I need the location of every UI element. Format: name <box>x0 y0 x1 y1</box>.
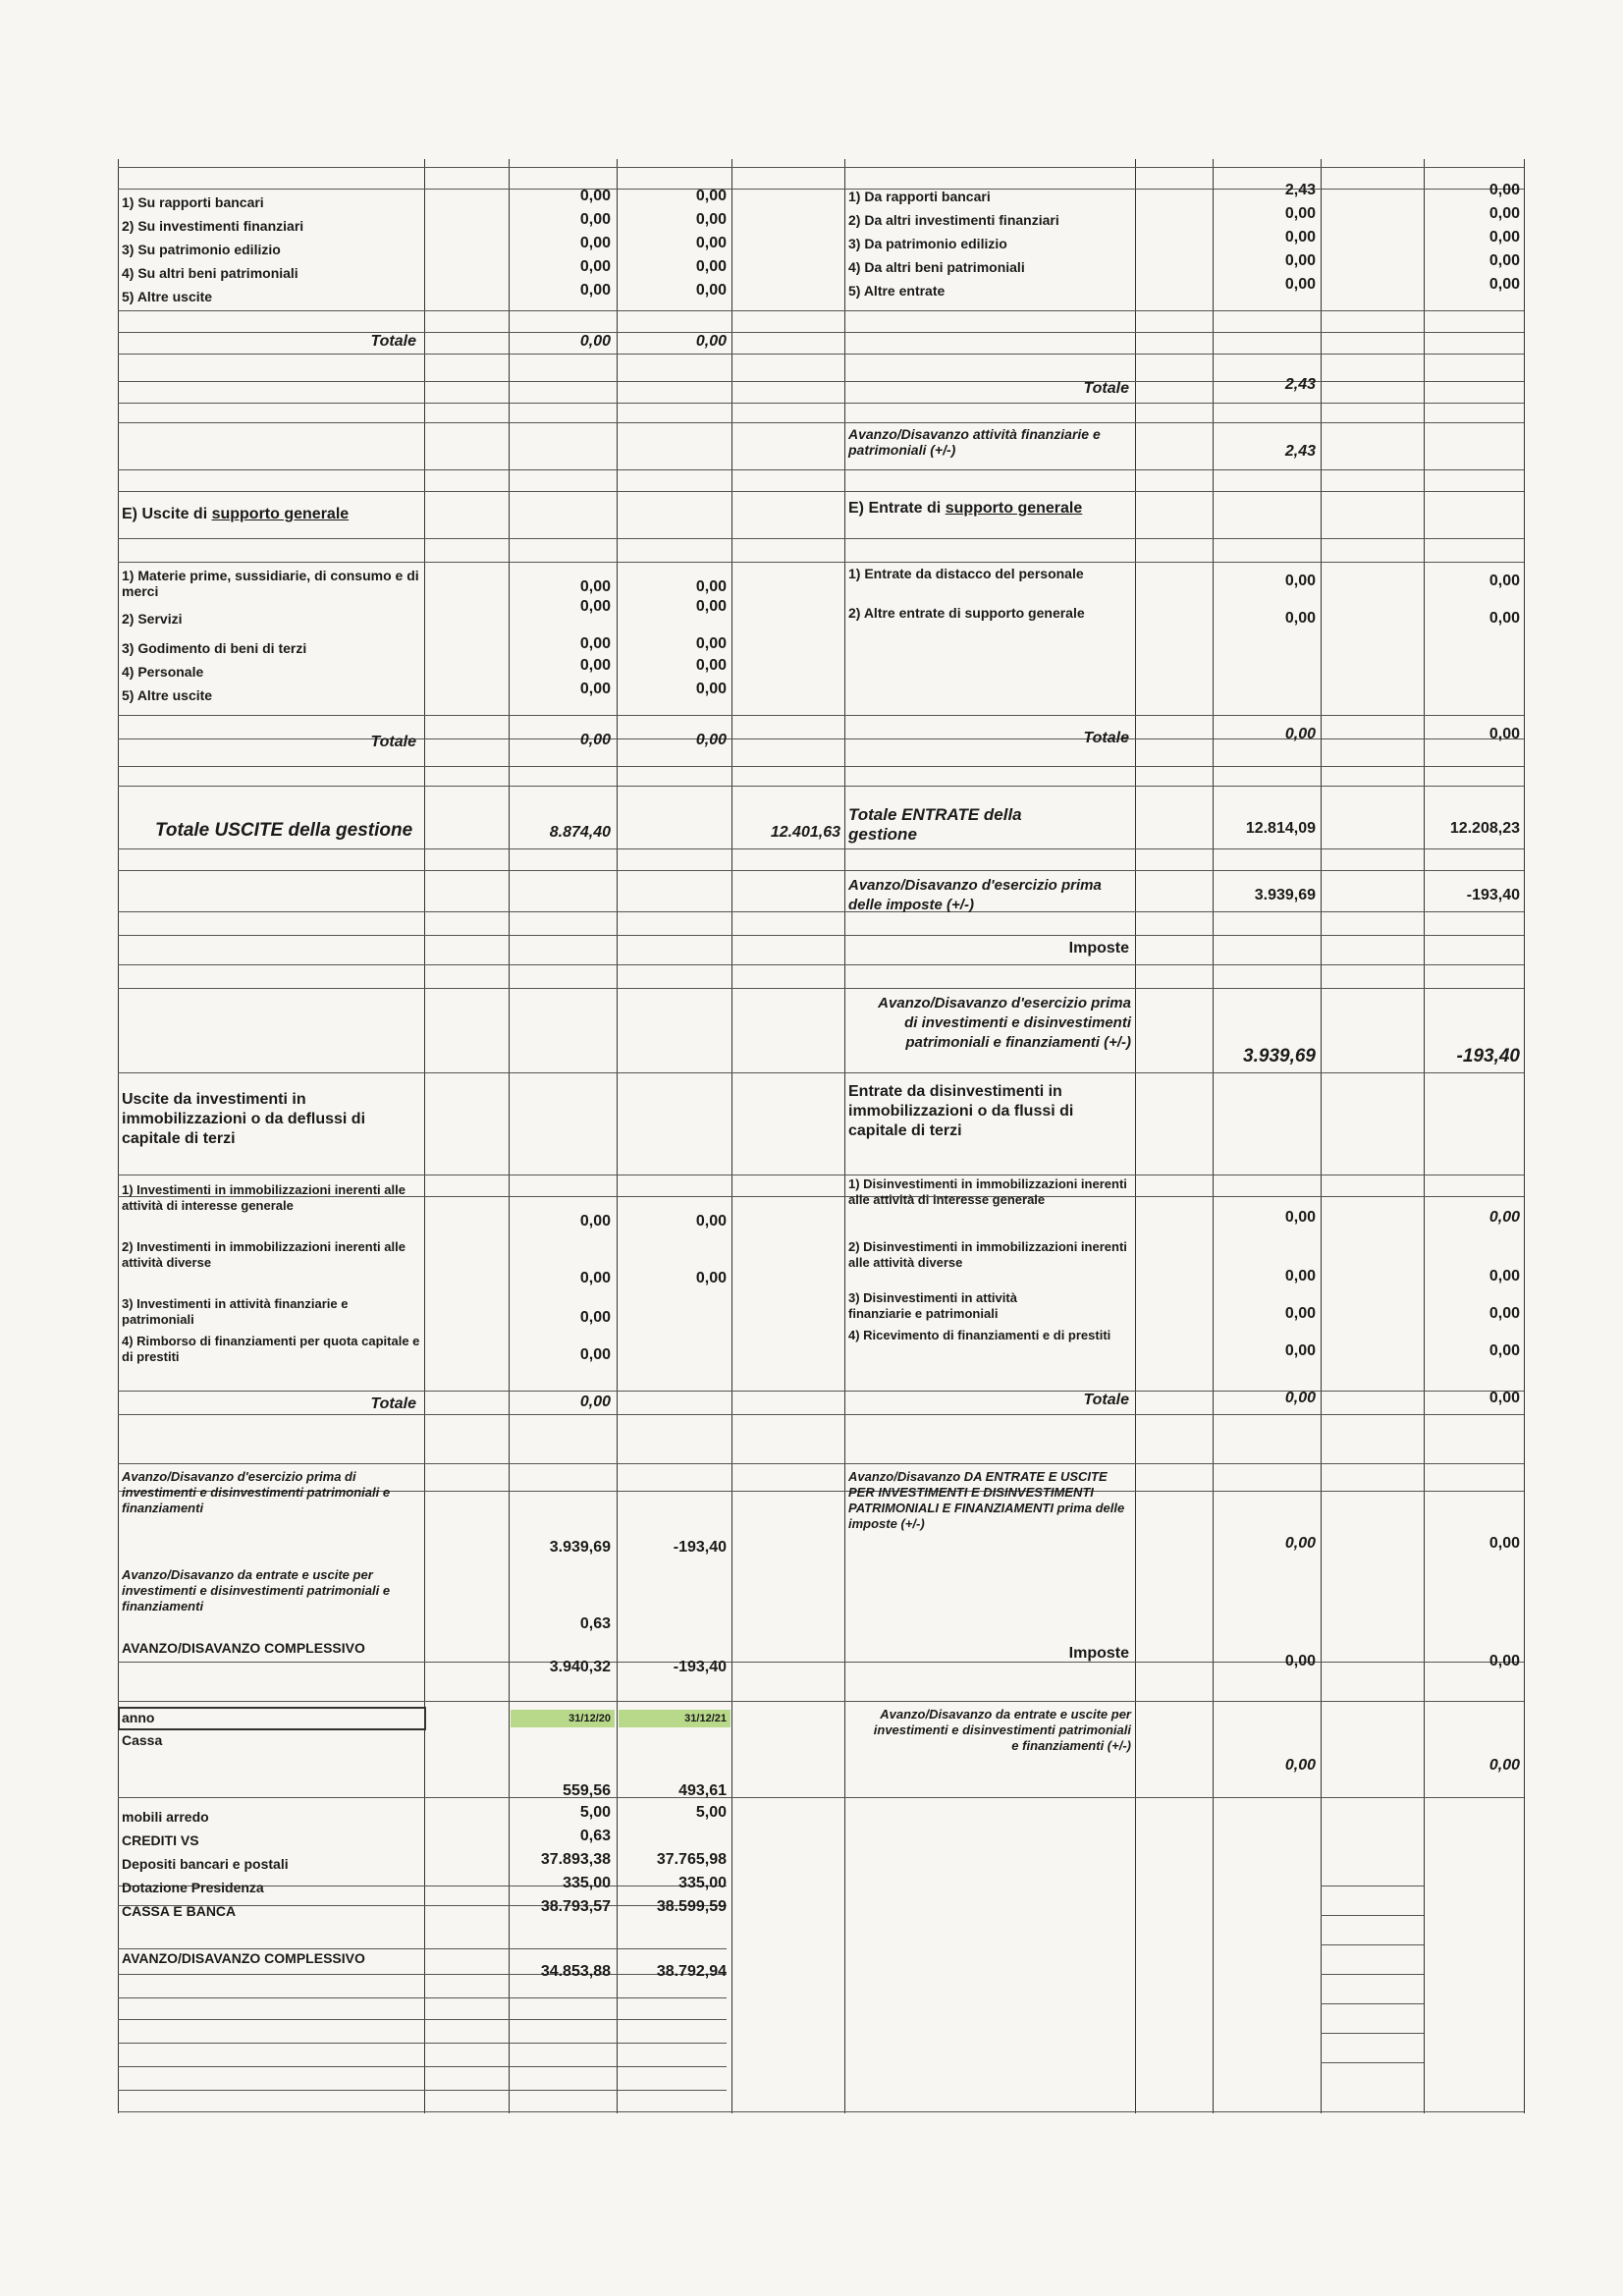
totale-uscite-a: 8.874,40 <box>549 824 611 841</box>
mobili-a: 5,00 <box>579 1804 611 1821</box>
bottom-avanzo2-a: 0,63 <box>579 1615 611 1632</box>
grid-line <box>1321 159 1322 2113</box>
grid-line <box>118 1797 1524 1798</box>
right-fin-value: 0,00 <box>1488 252 1520 269</box>
left-fin-label: 3) Su patrimonio edilizio <box>122 242 281 257</box>
crediti-label: CREDITI VS <box>122 1832 199 1848</box>
left-fin-value: 0,00 <box>579 235 611 251</box>
left-fin-label: 2) Su investimenti finanziari <box>122 218 304 234</box>
bottom-right-imposte-b: 0,00 <box>1488 1653 1520 1669</box>
grid-line <box>118 2066 727 2067</box>
grid-line <box>118 403 1524 404</box>
right-inv-value: 0,00 <box>1284 1305 1316 1322</box>
grid-line <box>118 786 1524 787</box>
left-e-label: 4) Personale <box>122 664 204 680</box>
right-fin-label: 1) Da rapporti bancari <box>848 189 991 204</box>
grid-line <box>1321 2062 1424 2063</box>
right-e-total-b: 0,00 <box>1488 726 1520 742</box>
left-e-label: 2) Servizi <box>122 611 183 627</box>
left-inv-value: 0,00 <box>695 1270 727 1286</box>
grid-line <box>118 491 1524 492</box>
left-e-value: 0,00 <box>579 598 611 615</box>
bottom-avanzo1-a: 3.939,69 <box>549 1539 611 1556</box>
right-fin-value: 0,00 <box>1488 205 1520 222</box>
right-inv-label: 1) Disinvestimenti in immobilizzazioni inerenti alle attività di interesse generale <box>848 1176 1127 1207</box>
left-e-total-a: 0,00 <box>579 732 611 748</box>
grid-line <box>118 1948 727 1949</box>
avanzo-invest-label: Avanzo/Disavanzo d'esercizio prima di investimenti e disinvestimenti patrimoniali e finanziamenti (+/-) <box>878 995 1131 1051</box>
right-fin-value: 0,00 <box>1488 182 1520 198</box>
left-inv-total-a: 0,00 <box>579 1394 611 1410</box>
grid-line <box>118 715 1524 716</box>
right-e-value: 0,00 <box>1488 610 1520 627</box>
cassabanca-b: 38.599,59 <box>656 1898 727 1915</box>
right-e-value: 0,00 <box>1488 573 1520 589</box>
right-inv-total-a: 0,00 <box>1284 1390 1316 1406</box>
grid-line <box>118 964 1524 965</box>
right-fin-avanzo-a: 2,43 <box>1284 443 1316 460</box>
grid-line <box>118 167 1524 168</box>
right-e-total-label: Totale <box>1083 730 1129 746</box>
cassa-a: 559,56 <box>563 1782 611 1799</box>
complessivo2-a: 34.853,88 <box>540 1963 611 1980</box>
grid-line <box>1321 1974 1424 1975</box>
grid-line <box>1213 159 1214 2113</box>
right-inv-value: 0,00 <box>1488 1342 1520 1359</box>
right-e-title: E) Entrate di supporto generale <box>848 500 1083 517</box>
cassa-b: 493,61 <box>678 1782 727 1799</box>
left-e-value: 0,00 <box>695 578 727 595</box>
bottom-complessivo-b: -193,40 <box>673 1659 727 1675</box>
mobili-label: mobili arredo <box>122 1809 209 1825</box>
right-e-value: 0,00 <box>1284 610 1316 627</box>
left-fin-total-label: Totale <box>370 333 416 350</box>
left-e-value: 0,00 <box>695 657 727 674</box>
left-inv-label: 3) Investimenti in attività finanziarie e patrimoniali <box>122 1296 349 1327</box>
grid-line <box>1524 159 1525 2113</box>
right-fin-total-a: 2,43 <box>1284 376 1316 393</box>
grid-line <box>118 911 1524 912</box>
totale-entrate-a: 12.814,09 <box>1245 820 1316 837</box>
right-fin-value: 0,00 <box>1284 276 1316 293</box>
left-e-value: 0,00 <box>579 657 611 674</box>
left-inv-value: 0,00 <box>579 1346 611 1363</box>
grid-line <box>118 354 1524 355</box>
dotazione-a: 335,00 <box>563 1875 611 1891</box>
left-inv-label: 2) Investimenti in immobilizzazioni inerenti alle attività diverse <box>122 1239 406 1270</box>
left-e-value: 0,00 <box>695 635 727 652</box>
bottom-right-avanzo2-label: Avanzo/Disavanzo da entrate e uscite per investimenti e disinvestimenti patrimoniali e finanziamenti (+/-) <box>873 1707 1131 1753</box>
grid-line <box>118 159 119 2113</box>
grid-line <box>1321 2003 1424 2004</box>
left-fin-total-a: 0,00 <box>579 333 611 350</box>
left-fin-total-b: 0,00 <box>695 333 727 350</box>
anno-label: anno <box>122 1710 155 1725</box>
grid-line <box>424 159 425 2113</box>
grid-line <box>118 870 1524 871</box>
avanzo-imposte-a: 3.939,69 <box>1254 887 1316 903</box>
cassabanca-label: CASSA E BANCA <box>122 1903 237 1919</box>
bottom-avanzo1-label: Avanzo/Disavanzo d'esercizio prima di investimenti e disinvestimenti patrimoniali e finanziamenti <box>122 1469 391 1515</box>
bottom-avanzo2-label: Avanzo/Disavanzo da entrate e uscite per investimenti e disinvestimenti patrimoniali e finanziamenti <box>122 1567 391 1613</box>
left-fin-value: 0,00 <box>579 188 611 204</box>
avanzo-invest-b: -193,40 <box>1456 1046 1520 1066</box>
left-fin-value: 0,00 <box>695 235 727 251</box>
left-fin-value: 0,00 <box>695 188 727 204</box>
totale-entrate-b: 12.208,23 <box>1449 820 1520 837</box>
left-e-value: 0,00 <box>579 681 611 697</box>
left-e-total-label: Totale <box>370 734 416 750</box>
left-fin-value: 0,00 <box>579 211 611 228</box>
bottom-avanzo1-b: -193,40 <box>673 1539 727 1556</box>
mobili-b: 5,00 <box>695 1804 727 1821</box>
grid-line <box>118 1997 727 1998</box>
depositi-a: 37.893,38 <box>540 1851 611 1868</box>
right-inv-value: 0,00 <box>1284 1209 1316 1226</box>
grid-line <box>118 935 1524 936</box>
right-e-label: 2) Altre entrate di supporto generale <box>848 605 1085 621</box>
grid-line <box>118 2111 1524 2112</box>
left-e-value: 0,00 <box>695 681 727 697</box>
depositi-b: 37.765,98 <box>656 1851 727 1868</box>
right-inv-label: 3) Disinvestimenti in attività finanziarie e patrimoniali <box>848 1290 1017 1321</box>
grid-line <box>1135 159 1136 2113</box>
right-fin-value: 0,00 <box>1284 229 1316 246</box>
right-fin-value: 2,43 <box>1284 182 1316 198</box>
grid-line <box>118 1414 1524 1415</box>
right-fin-total-label: Totale <box>1083 380 1129 397</box>
left-fin-label: 5) Altre uscite <box>122 289 213 304</box>
grid-line <box>118 1701 1524 1702</box>
grid-line <box>1424 159 1425 2113</box>
left-inv-value: 0,00 <box>579 1309 611 1326</box>
grid-line <box>118 538 1524 539</box>
imposte-label: Imposte <box>1068 940 1129 957</box>
cassabanca-a: 38.793,57 <box>540 1898 611 1915</box>
left-e-value: 0,00 <box>579 635 611 652</box>
left-e-value: 0,00 <box>579 578 611 595</box>
right-fin-value: 0,00 <box>1488 229 1520 246</box>
bottom-right-avanzo-a: 0,00 <box>1284 1535 1316 1552</box>
left-fin-value: 0,00 <box>579 258 611 275</box>
left-fin-value: 0,00 <box>579 282 611 299</box>
avanzo-imposte-label: Avanzo/Disavanzo d'esercizio prima delle imposte (+/-) <box>848 877 1102 913</box>
anno-b: 31/12/21 <box>684 1713 727 1724</box>
totale-uscite-b: 12.401,63 <box>770 824 840 841</box>
left-inv-value: 0,00 <box>695 1213 727 1230</box>
bottom-right-avanzo-b: 0,00 <box>1488 1535 1520 1552</box>
right-inv-label: 2) Disinvestimenti in immobilizzazioni inerenti alle attività diverse <box>848 1239 1127 1270</box>
right-e-label: 1) Entrate da distacco del personale <box>848 566 1084 581</box>
left-fin-value: 0,00 <box>695 211 727 228</box>
anno-a: 31/12/20 <box>568 1713 611 1724</box>
avanzo-invest-a: 3.939,69 <box>1243 1046 1316 1066</box>
grid-line <box>731 159 732 2113</box>
right-e-value: 0,00 <box>1284 573 1316 589</box>
bottom-right-avanzo2-a: 0,00 <box>1284 1757 1316 1774</box>
left-inv-value: 0,00 <box>579 1270 611 1286</box>
grid-line <box>118 988 1524 989</box>
left-inv-total-label: Totale <box>370 1395 416 1412</box>
grid-line <box>1321 1944 1424 1945</box>
left-inv-title: Uscite da investimenti in immobilizzazioni o da deflussi di capitale di terzi <box>122 1091 366 1147</box>
crediti-a: 0,63 <box>579 1828 611 1844</box>
right-inv-value: 0,00 <box>1284 1342 1316 1359</box>
left-inv-label: 4) Rimborso di finanziamenti per quota capitale e di prestiti <box>122 1334 420 1364</box>
right-fin-label: 4) Da altri beni patrimoniali <box>848 259 1025 275</box>
bottom-right-imposte-label: Imposte <box>1068 1645 1129 1662</box>
grid-line <box>118 332 1524 333</box>
left-e-title: E) Uscite di supporto generale <box>122 506 350 522</box>
right-inv-total-b: 0,00 <box>1488 1390 1520 1406</box>
dotazione-b: 335,00 <box>678 1875 727 1891</box>
right-fin-label: 5) Altre entrate <box>848 283 946 299</box>
left-e-label: 5) Altre uscite <box>122 687 213 703</box>
bottom-complessivo-a: 3.940,32 <box>549 1659 611 1675</box>
right-inv-title: Entrate da disinvestimenti in immobilizzazioni o da flussi di capitale di terzi <box>848 1083 1074 1139</box>
right-fin-value: 0,00 <box>1488 276 1520 293</box>
left-fin-label: 4) Su altri beni patrimoniali <box>122 265 298 281</box>
bottom-right-avanzo2-b: 0,00 <box>1488 1757 1520 1774</box>
right-inv-value: 0,00 <box>1488 1209 1520 1226</box>
depositi-label: Depositi bancari e postali <box>122 1856 289 1872</box>
grid-line <box>118 469 1524 470</box>
grid-line <box>118 2090 727 2091</box>
grid-line <box>1321 1915 1424 1916</box>
right-inv-label: 4) Ricevimento di finanziamenti e di prestiti <box>848 1328 1111 1342</box>
right-fin-value: 0,00 <box>1284 205 1316 222</box>
grid-line <box>118 1463 1524 1464</box>
left-fin-value: 0,00 <box>695 282 727 299</box>
grid-line <box>118 1072 1524 1073</box>
right-e-total-a: 0,00 <box>1284 726 1316 742</box>
grid-line <box>844 159 845 2113</box>
grid-line <box>118 422 1524 423</box>
grid-line <box>118 2019 727 2020</box>
right-inv-total-label: Totale <box>1083 1392 1129 1408</box>
left-e-label: 3) Godimento di beni di terzi <box>122 640 307 656</box>
right-fin-avanzo-label: Avanzo/Disavanzo attività finanziarie e patrimoniali (+/-) <box>848 426 1101 458</box>
avanzo-imposte-b: -193,40 <box>1466 887 1520 903</box>
grid-line <box>118 848 1524 849</box>
complessivo2-b: 38.792,94 <box>656 1963 727 1980</box>
grid-line <box>617 159 618 2113</box>
right-inv-value: 0,00 <box>1284 1268 1316 1285</box>
dotazione-label: Dotazione Presidenza <box>122 1880 264 1895</box>
complessivo2-label: AVANZO/DISAVANZO COMPLESSIVO <box>122 1950 365 1966</box>
left-inv-value: 0,00 <box>579 1213 611 1230</box>
totale-uscite-label: Totale USCITE della gestione <box>155 820 413 841</box>
left-e-label: 1) Materie prime, sussidiarie, di consumo e di merci <box>122 568 419 599</box>
bottom-right-avanzo-label: Avanzo/Disavanzo DA ENTRATE E USCITE PER INVESTIMENTI E DISINVESTIMENTI PATRIMONIALI E FINANZIAMENTI prima delle imposte (+/-) <box>848 1469 1125 1531</box>
cassa-label: Cassa <box>122 1732 163 1748</box>
bottom-complessivo-label: AVANZO/DISAVANZO COMPLESSIVO <box>122 1640 365 1656</box>
bottom-right-imposte-a: 0,00 <box>1284 1653 1316 1669</box>
grid-line <box>1321 2033 1424 2034</box>
left-inv-label: 1) Investimenti in immobilizzazioni inerenti alle attività di interesse generale <box>122 1182 406 1213</box>
right-inv-value: 0,00 <box>1488 1305 1520 1322</box>
totale-entrate-label: Totale ENTRATE della gestione <box>848 805 1022 844</box>
left-fin-label: 1) Su rapporti bancari <box>122 194 264 210</box>
left-e-value: 0,00 <box>695 598 727 615</box>
grid-line <box>118 2043 727 2044</box>
left-e-total-b: 0,00 <box>695 732 727 748</box>
grid-line <box>118 562 1524 563</box>
grid-line <box>509 159 510 2113</box>
grid-line <box>118 766 1524 767</box>
anno-box <box>118 1707 426 1730</box>
right-fin-value: 0,00 <box>1284 252 1316 269</box>
right-inv-value: 0,00 <box>1488 1268 1520 1285</box>
right-fin-label: 3) Da patrimonio edilizio <box>848 236 1007 251</box>
right-fin-label: 2) Da altri investimenti finanziari <box>848 212 1059 228</box>
left-fin-value: 0,00 <box>695 258 727 275</box>
grid-line <box>118 310 1524 311</box>
